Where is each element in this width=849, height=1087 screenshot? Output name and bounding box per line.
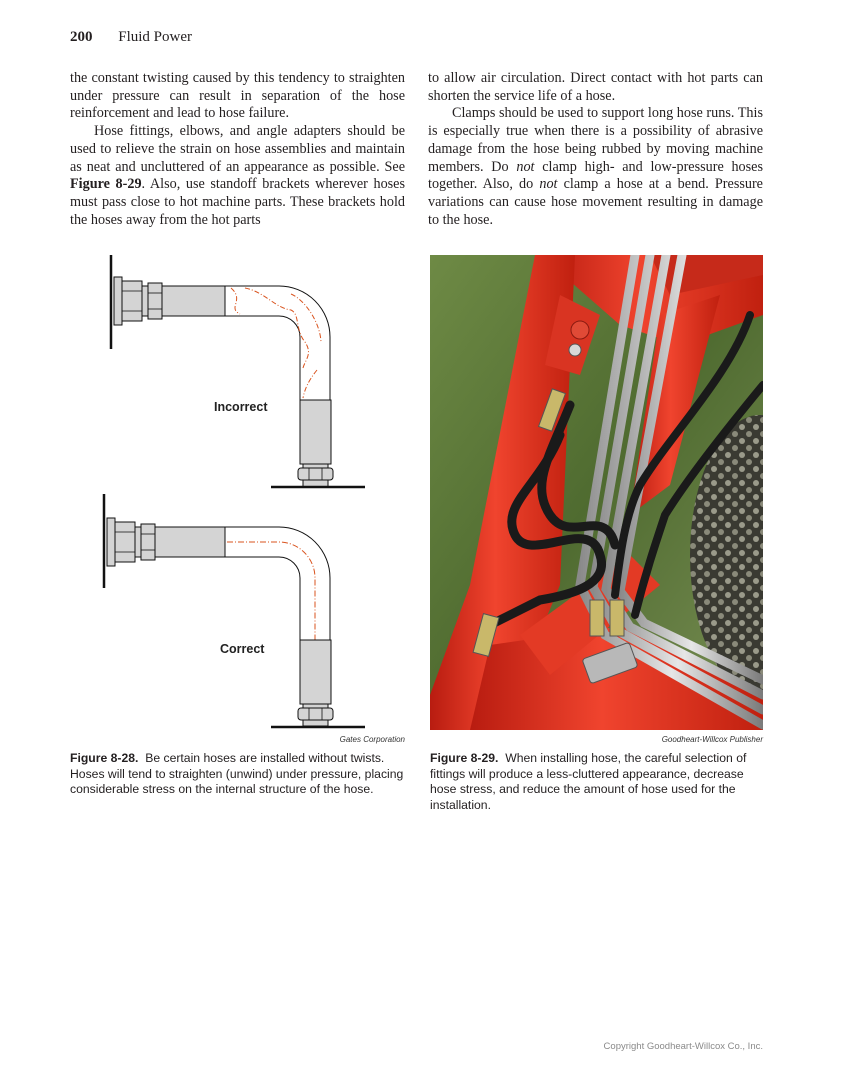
tractor-hose-photo (430, 255, 763, 730)
caption-text: Be certain hoses are installed without twists. Hoses will tend to straighten (unwind) under pressure, placing considerable stress on the internal structure of the hose. (70, 751, 404, 797)
caption-label: Figure 8-29. (430, 751, 499, 765)
paragraph: the constant twisting caused by this tendency to straighten under pressure can result in separation of the hose reinforcement and lead to hose failure. (70, 70, 405, 122)
correct-label: Correct (220, 642, 265, 656)
correct-hose-drawing (104, 494, 365, 727)
left-text-column (70, 70, 405, 229)
paragraph: Clamps should be used to support long hose runs. This is especially true when there is a possibility of abrasive damage from the hose being rubbed by moving machine members. Do not clamp high- and low-pressure hoses together. Also, do not clamp a hose at a bend. Pressure variations can cause hose movement resulting in damage to the hose. (428, 105, 763, 228)
section-title: Fluid Power (118, 29, 193, 45)
caption-label: Figure 8-28. (70, 751, 139, 765)
copyright-footer: Copyright Goodheart-Willcox Co., Inc. (603, 1041, 763, 1052)
figure-reference: Figure 8-29 (70, 176, 142, 193)
incorrect-label: Incorrect (214, 400, 268, 414)
page-number: 200 (70, 29, 93, 45)
incorrect-hose-drawing (111, 255, 365, 487)
figure-28-credit: Gates Corporation (339, 735, 405, 744)
paragraph: to allow air circulation. Direct contact with hot parts can shorten the service life of a hose. (428, 70, 763, 104)
paragraph: Hose fittings, elbows, and angle adapters should be used to relieve the strain on hose assemblies and maintain as neat and uncluttered of an appearance as possible. See Figure 8-29. Also, use standoff brackets wherever hoses must pass close to hot machine parts. These brackets hold the hoses away from the hot parts (70, 123, 406, 228)
page-header (70, 29, 192, 46)
caption-text: When installing hose, the careful selection of fittings will produce a less-cluttered appearance, decrease hose stress, and reduce the amount of hose used for the installation. (430, 751, 747, 812)
figure-28-caption (70, 751, 408, 798)
figure-29-caption (430, 751, 768, 813)
figure-29-credit: Goodheart-Willcox Publisher (661, 735, 763, 744)
right-text-column (428, 70, 763, 229)
hose-twist-diagram (95, 250, 375, 740)
